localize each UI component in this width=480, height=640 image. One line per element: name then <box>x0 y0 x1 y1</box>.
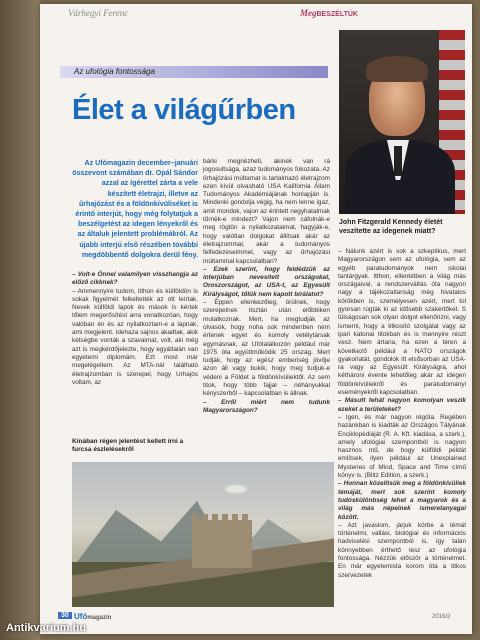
article-lead: Az Ufómagazin december–januári összevont számában dr. Opál Sándor azzal az ígérettel zárta a vele készített életrajzi, illetve az űrhajózást és a földönkívüliséket is érintő interjút, hogy még folytatjuk a beszélgetést az idegen lényekről és az általuk jelentett problémákról. Az újabb interjú első részében további megdöbbentő dolgokra derül fény. <box>72 159 198 259</box>
footer-brand-small: magazin <box>87 615 112 621</box>
brand-meg: Meg <box>300 8 317 18</box>
column-2 <box>203 158 330 415</box>
watermark: Antikvarium.hu <box>6 622 87 634</box>
column-3 <box>338 248 466 580</box>
article-paragraph: – Ezek szerint, hogy feldédzük az interjúban nevesített országokat, Oroszországot, az USA-t, az Egyesült Királyságot, tőlük nem kapott bírálatot? <box>203 265 330 298</box>
section-bar <box>60 66 328 78</box>
kennedy-photo <box>339 30 465 214</box>
ufo-icon <box>226 486 246 492</box>
figure-caption: Kínában régen jelentést kellett írni a furcsa észlelésekről <box>72 438 184 453</box>
article-paragraph: – Másutt tehát nagyon komolyan veszik ezeket a területeket? <box>338 397 466 413</box>
photo-tower <box>192 520 252 568</box>
article-paragraph: – Éppen ellenkezőleg, örülnek, hogy szerepelnek tisztán után előbbiken mutatkoznak. Mert, ha megtudják az olvasók, hogy noha sok mindenben nem értenek egyet és komoly vetélytársak egymásnak, az Ufótalálkozón például már 1975 óta együttműködik 25 ország. Mert tudják, hogy az egész emberiség jövője azon áll vagy bukik, hogy meg tudjuk-e védeni a Földet a földönkívüliektől. Az sem titok, hogy több fajjal – néhányukkal kényszerből – kapcsolatban is állnak. <box>203 299 330 398</box>
issue-date: 2016/2 <box>432 614 451 620</box>
photo-caption: John Fitzgerald Kennedy életét veszítette az idegenek miatt? <box>339 219 443 235</box>
brand-rest: BESZÉLTÜK <box>316 11 358 18</box>
page-number: 30 <box>58 612 72 619</box>
section-title: Az ufológia fontossága <box>74 67 155 76</box>
footer-brand-main: Ufó <box>74 612 88 621</box>
article-paragraph: – Azt javaslom, járjuk körbe a témát történelmi, vallási, biológiai és információs hadviselési szempontból is, így talán könnyebben érthető lesz az ufológia fontossága. Nézzük először a történelmet. En már egyetemista korom óta a titkos szervezetek <box>338 521 466 579</box>
photo-hair <box>366 56 428 82</box>
article-headline: Élet a világűrben <box>72 94 296 126</box>
article-paragraph: bárki megnézheti, akinek van rá jogosultsága, azaz tudományos fokozata. Az űrhajózási múltamat is tartalmazó életrajzom ezen kívül olvasható USA Kalifornia Állam Tudományos Akadémiájának honlapján is. Mindenki gondolja végig, ha nem lenne igaz, amit mondok, vajon az érintett negyhatalmak tűrnék-e mindezt? Vajon nem cáfolnák-e meg rögtön a nyilatkozataimat, hagyják-e, hogy valótlan dolgokat állítsak akár az életrajzommal, akár a tudományos felfedezéseimmel, vagy az űrhajózási múltammal kapcsolatban? <box>203 158 330 265</box>
article-paragraph: – Ammennyire tudom, itthon és külföldön is sokak figyelmét felkeltették az ott leírtak. Nevek külföldi lapok és mások is kértek tőlem megerősítést arra vonatkozóan, hogy valóban én és az nyilatkoztam-e a lapnak, ami megjelent. Idehaza sajnos akadtak, akik kétségbe vonták a szavaimat, volt, aki még azt is megkérdőjelezte, hogy egyáltalán van egyetemi diplomám. Ezt most már megelégeltem. Az MTA-nál található életrajzomban is szerepel, hogy Urhajós voltam, az <box>72 287 198 386</box>
photo-tie <box>394 146 402 176</box>
page-binding-edge <box>0 0 40 640</box>
column-1 <box>72 271 198 387</box>
footer-brand <box>74 612 111 621</box>
article-paragraph: – Erről miért nem tudunk Magyarországon? <box>203 398 330 414</box>
article-paragraph: – Volt-e Önnel valamilyen visszhangja az előző cikknek? <box>72 271 198 287</box>
author-name: Várhegyi Ferenc <box>68 8 129 18</box>
article-paragraph: – Igen, és már nagyon régóta. Regében hazánkban is kiadták az Országos Tályának Enciklopédiáját (R. A. Kft. kiadása, a szerk.), amely ufológiai szempontból is nagyon hasznos mű, de hogy külföldi példát említsek, ilyen például az Unexplained Mysteries of Mind, Space and Time című könyv is. (Blitz Edition, a szerk.) <box>338 413 466 480</box>
section-brand <box>300 8 358 18</box>
article-paragraph: – Honnan közelítsük meg a földönkívüliek témáját, mert sok szerint komoly tudóskülönbség lehet a magyarok és a világ más népeinek ismeretanyagai között. <box>338 480 466 521</box>
article-paragraph: – Nálunk azért is sok a szkeptikus, mert Magyarországon sem az ufológia, sem az egyéb paratudományok nem iskolai tantárgyak. Itthon, ellentétben a világ más országaival, a rendszerváltás óta nagyon nagy a tájékozatlanság még hivatalos körökben is, személyesen azért, mert túl gyorsan rúgták ki az idősebb szakértőket. S tülságosan sok olyan dolgot ellenőrizni, vagy ismerni, hogy a titkosító szolgálat vagy az ipari katonai titokban és is mennyire részt vesz. Nem ártana, ha ezen a téren a következő például a NATO országok gyakorlatát, gondolok itt elsősorban az USA-ra vagy az Egyesült Királyságra, ahol kéthároni évente lehetőleg akár az idegen földönkívüliekről és paratudományi eseményekről kapcsolatban. <box>338 248 466 397</box>
great-wall-photo <box>72 462 334 607</box>
